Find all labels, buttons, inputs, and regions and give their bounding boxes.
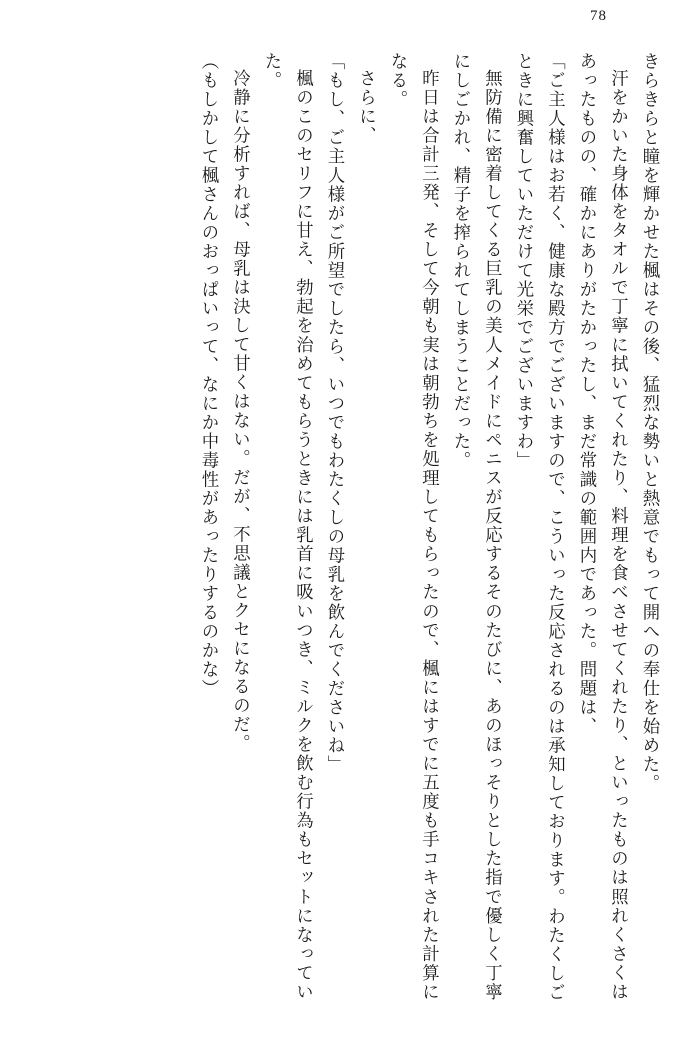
paragraph: 「もし、ご主人様がご所望でしたら、いつでもわたくしの母乳を飲んでくださいね」 — [325, 52, 345, 774]
paragraph: 冷静に分析すれば、母乳は決して甘くはない。だが、不思議とクセになるのだ。 — [230, 69, 251, 754]
page-body-text — [32, 52, 665, 1002]
paragraph: きらきらと瞳を輝かせた楓はその後、猛烈な勢いと熱意でもって開への奉仕を始めた。 — [640, 52, 660, 793]
paragraph: 楓のこのセリフに甘え、勃起を治めてもらうときには乳首に吸いつき、ミルクを飲む行為もセットになっていた。 — [262, 52, 314, 1002]
paragraph: （もしかして楓さんのおっぱいって、なにか中毒性があったりするのかな） — [199, 52, 219, 698]
paragraph: 汗をかいた身体をタオルで丁寧に拭いてくれたり、料理を食べさせてくれたり、といったものは照れくさくはあったものの、確かにありがたかったし、まだ常識の範囲内であった。問題は、 — [577, 52, 629, 1002]
paragraph: さらに、 — [356, 69, 377, 146]
paragraph: 無防備に密着してくる巨乳の美人メイドにペニスが反応するそのたびに、あのほっそりとした指で優しく丁寧にしごかれ、精子を搾られてしまうことだった。 — [451, 52, 503, 1002]
paragraph: 昨日は合計三発、そして今朝も実は朝勃ちを処理してもらったので、楓にはすでに五度も手コキされた計算になる。 — [388, 52, 440, 1002]
page-number: 78 — [590, 8, 607, 24]
paragraph: 「ご主人様はお若く、健康な殿方でございますので、こういった反応されるのは承知しております。わたくしごときに興奮していただけて光栄でございますわ」 — [514, 52, 566, 1002]
